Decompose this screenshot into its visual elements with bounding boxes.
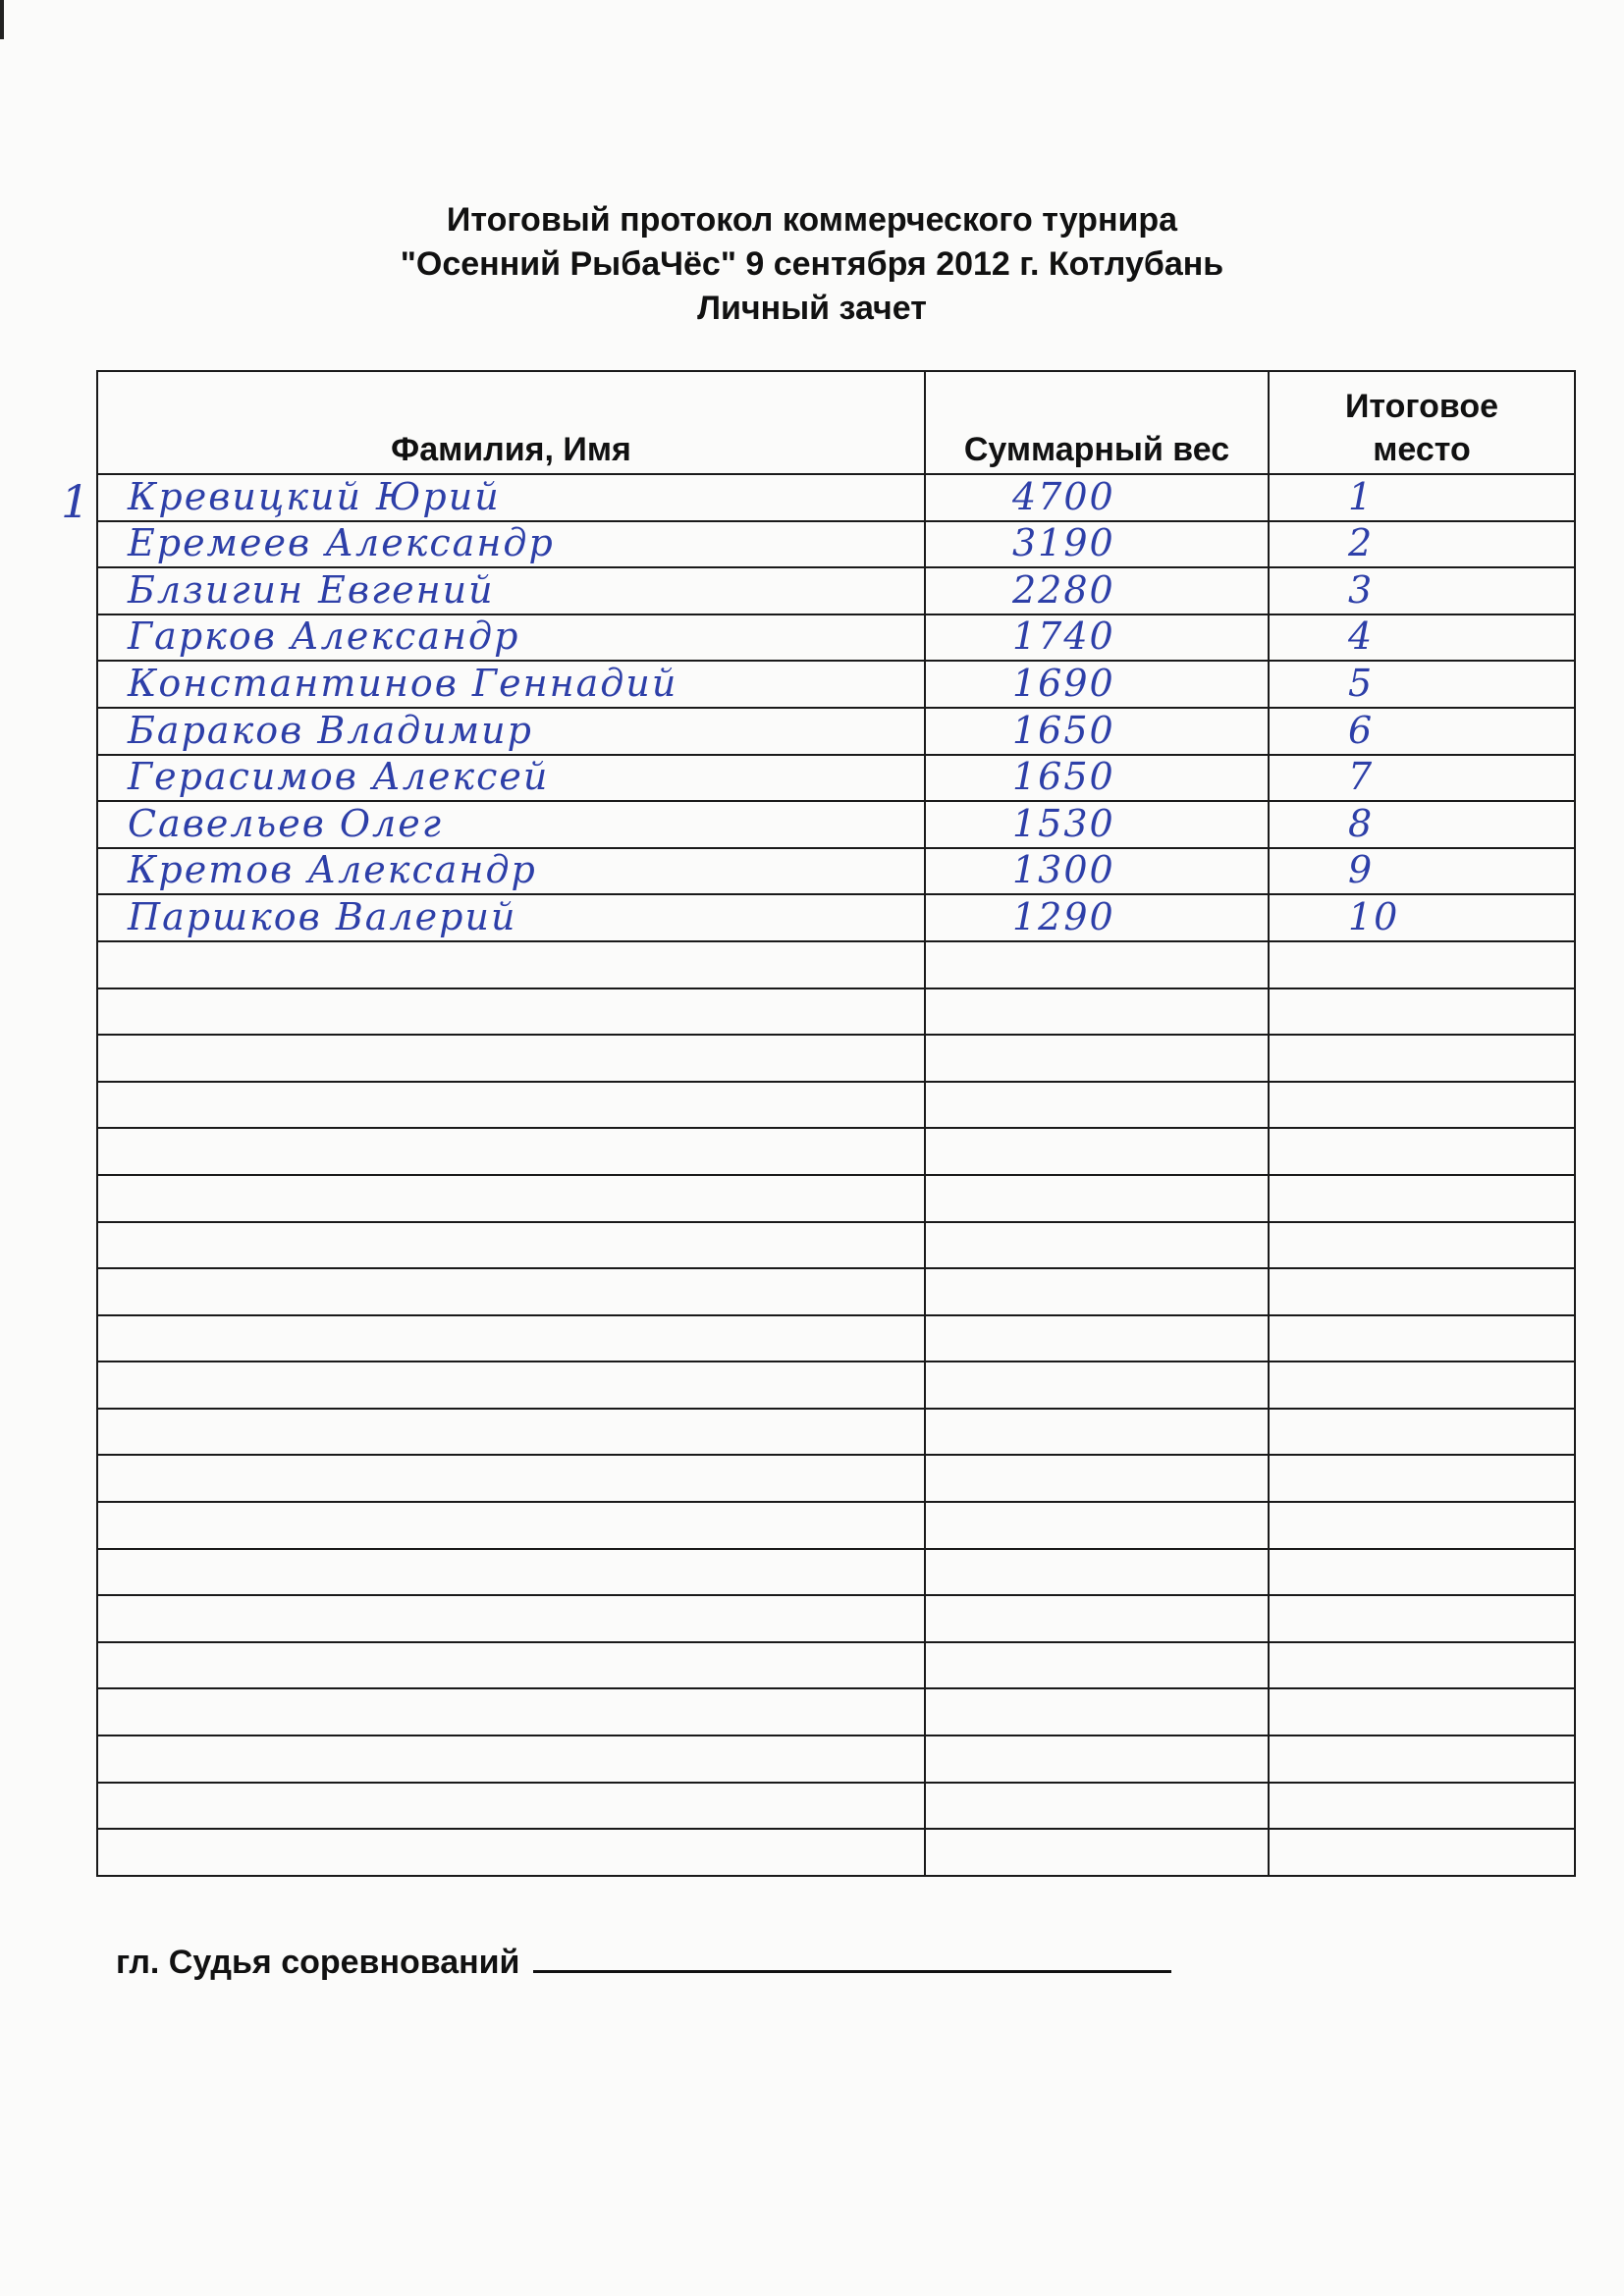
results-table — [96, 370, 1576, 1877]
cell-place — [1269, 801, 1575, 848]
table-row — [97, 1268, 1575, 1315]
cell-place — [1269, 1783, 1575, 1830]
handwritten-place: 7 — [1348, 755, 1375, 799]
table-row — [97, 1035, 1575, 1082]
cell-place — [1269, 1549, 1575, 1596]
cell-weight — [925, 988, 1269, 1036]
table-row — [97, 755, 1575, 802]
table-row — [97, 1128, 1575, 1175]
cell-weight — [925, 1082, 1269, 1129]
cell-place — [1269, 1735, 1575, 1783]
cell-weight — [925, 1268, 1269, 1315]
handwritten-place: 4 — [1348, 614, 1375, 659]
cell-weight — [925, 521, 1269, 568]
cell-weight — [925, 755, 1269, 802]
header-category: Личный зачет — [697, 290, 927, 327]
cell-name — [97, 1549, 925, 1596]
cell-name — [97, 1315, 925, 1362]
cell-weight — [925, 1735, 1269, 1783]
handwritten-weight: 2280 — [1012, 567, 1115, 612]
column-header-weight: Суммарный вес — [925, 371, 1269, 474]
cell-place — [1269, 1595, 1575, 1642]
cell-name — [97, 474, 925, 521]
cell-weight — [925, 661, 1269, 708]
cell-place — [1269, 755, 1575, 802]
cell-weight — [925, 708, 1269, 755]
cell-name — [97, 1362, 925, 1409]
handwritten-place: 6 — [1348, 708, 1375, 752]
handwritten-place: 2 — [1348, 521, 1375, 565]
cell-weight — [925, 941, 1269, 988]
signature-line — [533, 1945, 1171, 1973]
table-row — [97, 1549, 1575, 1596]
handwritten-place: 8 — [1348, 801, 1375, 845]
table-row — [97, 1688, 1575, 1735]
cell-place — [1269, 848, 1575, 895]
cell-place — [1269, 1362, 1575, 1409]
cell-name — [97, 521, 925, 568]
cell-name — [97, 1175, 925, 1222]
cell-place — [1269, 894, 1575, 941]
table-row — [97, 941, 1575, 988]
cell-place — [1269, 474, 1575, 521]
cell-name — [97, 941, 925, 988]
row-index-mark: 1 — [61, 475, 90, 528]
cell-name — [97, 801, 925, 848]
handwritten-name: Кревицкий Юрий — [128, 474, 501, 518]
header-title: Итоговый протокол коммерческого турнира — [446, 201, 1178, 239]
cell-name — [97, 1409, 925, 1456]
cell-weight — [925, 474, 1269, 521]
cell-weight — [925, 1362, 1269, 1409]
handwritten-place: 3 — [1348, 567, 1375, 612]
table-row — [97, 1735, 1575, 1783]
cell-name — [97, 848, 925, 895]
cell-weight — [925, 1315, 1269, 1362]
cell-place — [1269, 1315, 1575, 1362]
handwritten-weight: 1300 — [1012, 848, 1115, 892]
cell-weight — [925, 1642, 1269, 1689]
handwritten-name: Блзигин Евгений — [128, 567, 495, 612]
cell-place — [1269, 988, 1575, 1036]
table-row — [97, 894, 1575, 941]
table-row — [97, 1082, 1575, 1129]
document-header — [0, 198, 1624, 331]
handwritten-name: Бараков Владимир — [128, 708, 533, 752]
judge-label: гл. Судья соревнований — [116, 1944, 520, 1981]
cell-weight — [925, 614, 1269, 662]
table-row — [97, 567, 1575, 614]
header-subtitle: "Осенний РыбаЧёс" 9 сентября 2012 г. Котлубань — [400, 245, 1224, 283]
cell-place — [1269, 1829, 1575, 1876]
cell-place — [1269, 1035, 1575, 1082]
handwritten-name: Кретов Александр — [128, 848, 537, 892]
cell-name — [97, 1268, 925, 1315]
table-row — [97, 1783, 1575, 1830]
cell-name — [97, 1035, 925, 1082]
table-row — [97, 1595, 1575, 1642]
handwritten-name: Константинов Геннадий — [128, 661, 678, 705]
cell-place — [1269, 1175, 1575, 1222]
table-row — [97, 1642, 1575, 1689]
cell-weight — [925, 1222, 1269, 1269]
handwritten-place: 5 — [1348, 661, 1375, 705]
table-header-row — [97, 371, 1575, 474]
table-row — [97, 848, 1575, 895]
handwritten-weight: 1530 — [1012, 801, 1115, 845]
cell-name — [97, 1595, 925, 1642]
handwritten-weight: 1690 — [1012, 661, 1115, 705]
cell-weight — [925, 1783, 1269, 1830]
column-header-place — [1269, 371, 1575, 474]
table-row — [97, 521, 1575, 568]
cell-weight — [925, 1035, 1269, 1082]
handwritten-name: Герасимов Алексей — [128, 755, 550, 799]
cell-weight — [925, 1549, 1269, 1596]
handwritten-weight: 1740 — [1012, 614, 1115, 659]
cell-place — [1269, 521, 1575, 568]
cell-place — [1269, 567, 1575, 614]
cell-name — [97, 755, 925, 802]
handwritten-place: 1 — [1348, 474, 1375, 518]
cell-place — [1269, 941, 1575, 988]
handwritten-weight: 3190 — [1012, 521, 1115, 565]
table-row — [97, 1455, 1575, 1502]
table-row — [97, 801, 1575, 848]
cell-place — [1269, 614, 1575, 662]
cell-place — [1269, 1082, 1575, 1129]
handwritten-weight: 1290 — [1012, 894, 1115, 938]
table-row — [97, 708, 1575, 755]
cell-name — [97, 1735, 925, 1783]
cell-name — [97, 894, 925, 941]
cell-name — [97, 1455, 925, 1502]
cell-weight — [925, 1829, 1269, 1876]
cell-place — [1269, 1128, 1575, 1175]
table-row — [97, 1222, 1575, 1269]
table-row — [97, 1362, 1575, 1409]
table-row — [97, 614, 1575, 662]
cell-place — [1269, 1455, 1575, 1502]
column-header-place-label: Итоговое место — [1344, 388, 1499, 468]
cell-name — [97, 1128, 925, 1175]
table-row — [97, 1409, 1575, 1456]
handwritten-weight: 1650 — [1012, 755, 1115, 799]
cell-name — [97, 708, 925, 755]
cell-name — [97, 1642, 925, 1689]
cell-weight — [925, 1128, 1269, 1175]
table-row — [97, 1502, 1575, 1549]
cell-place — [1269, 1642, 1575, 1689]
handwritten-place: 10 — [1348, 894, 1400, 938]
cell-weight — [925, 1688, 1269, 1735]
cell-name — [97, 661, 925, 708]
judge-signature — [116, 1944, 1171, 1982]
cell-name — [97, 1829, 925, 1876]
cell-name — [97, 1783, 925, 1830]
table-row — [97, 474, 1575, 521]
cell-place — [1269, 1268, 1575, 1315]
cell-place — [1269, 661, 1575, 708]
cell-name — [97, 988, 925, 1036]
handwritten-place: 9 — [1348, 848, 1375, 892]
handwritten-name: Гарков Александр — [128, 614, 520, 659]
handwritten-weight: 1650 — [1012, 708, 1115, 752]
cell-weight — [925, 1175, 1269, 1222]
handwritten-weight: 4700 — [1012, 474, 1115, 518]
cell-name — [97, 1502, 925, 1549]
table-row — [97, 661, 1575, 708]
cell-weight — [925, 894, 1269, 941]
cell-weight — [925, 848, 1269, 895]
table-row — [97, 1829, 1575, 1876]
cell-weight — [925, 1455, 1269, 1502]
handwritten-name: Еремеев Александр — [128, 521, 555, 565]
cell-weight — [925, 567, 1269, 614]
handwritten-name: Паршков Валерий — [128, 894, 517, 938]
cell-weight — [925, 1502, 1269, 1549]
cell-name — [97, 1688, 925, 1735]
cell-name — [97, 1222, 925, 1269]
scan-edge-mark — [0, 0, 4, 39]
cell-weight — [925, 801, 1269, 848]
cell-weight — [925, 1595, 1269, 1642]
table-row — [97, 1175, 1575, 1222]
table-row — [97, 1315, 1575, 1362]
cell-place — [1269, 1409, 1575, 1456]
cell-place — [1269, 708, 1575, 755]
cell-weight — [925, 1409, 1269, 1456]
column-header-name: Фамилия, Имя — [97, 371, 925, 474]
cell-place — [1269, 1688, 1575, 1735]
cell-place — [1269, 1222, 1575, 1269]
cell-name — [97, 614, 925, 662]
cell-place — [1269, 1502, 1575, 1549]
handwritten-name: Савельев Олег — [128, 801, 443, 845]
cell-name — [97, 1082, 925, 1129]
table-row — [97, 988, 1575, 1036]
cell-name — [97, 567, 925, 614]
